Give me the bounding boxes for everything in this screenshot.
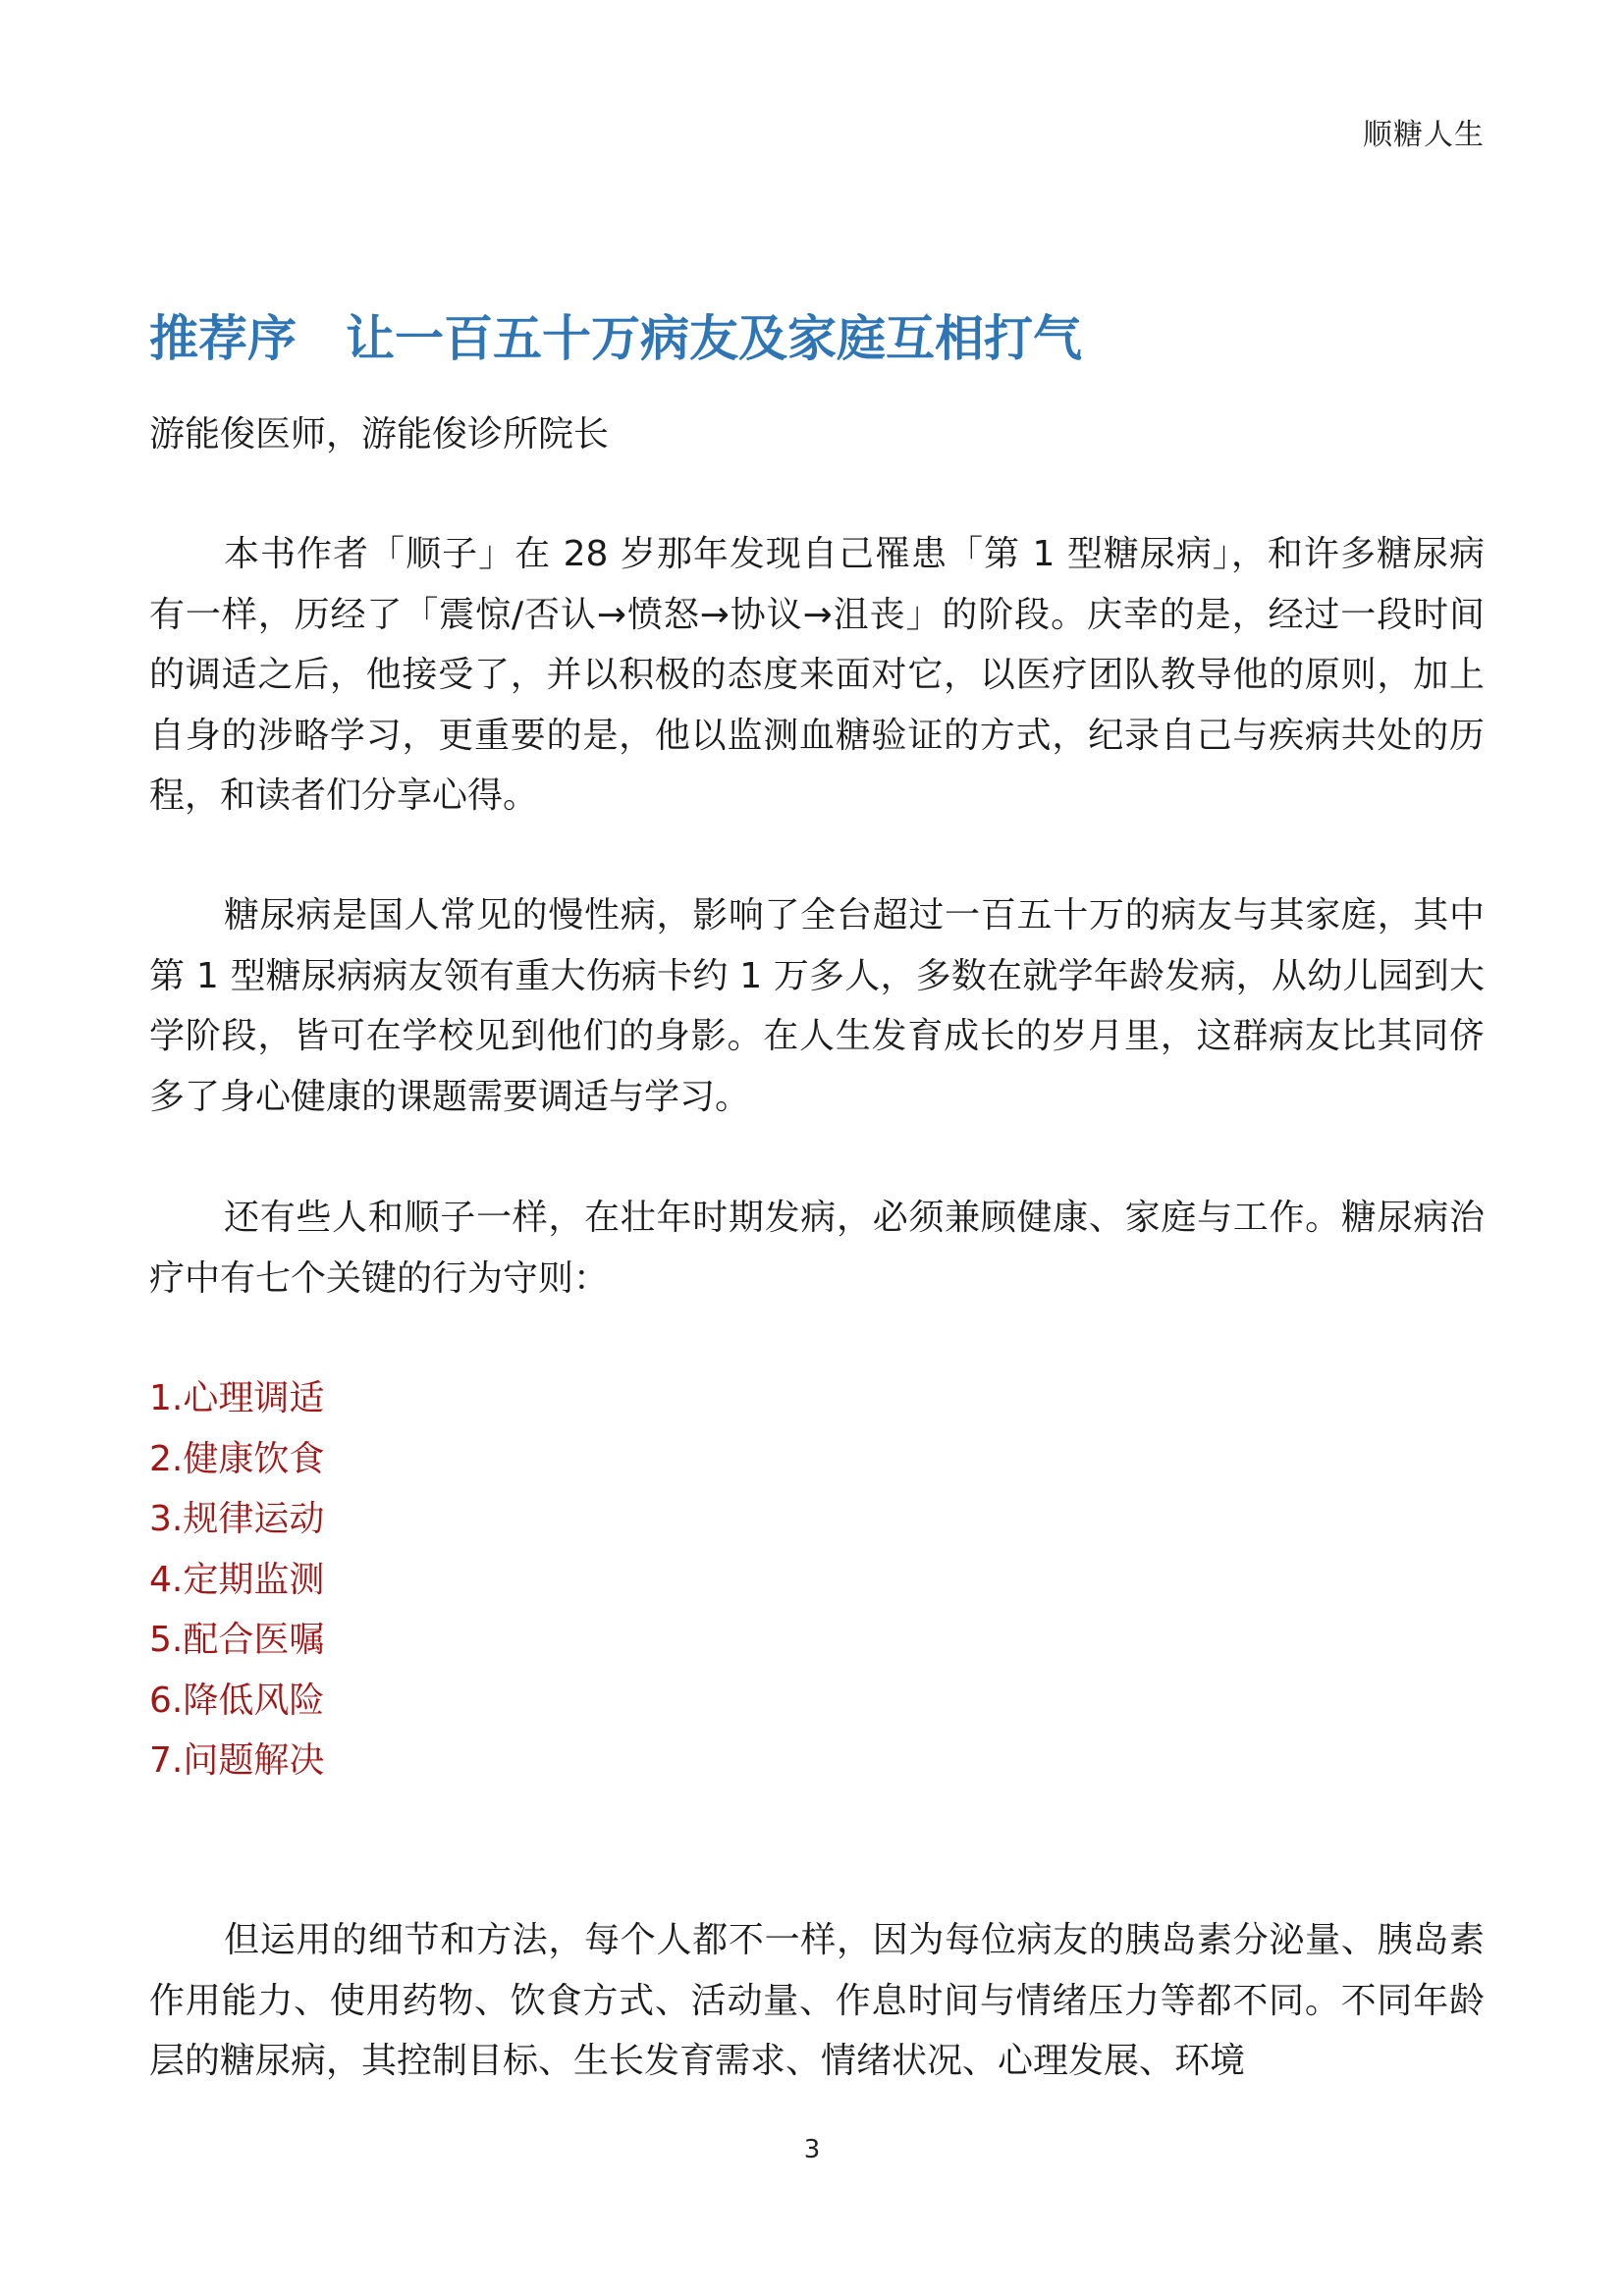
- page-number: 3: [803, 2135, 821, 2164]
- list-item: 5.配合医嘱: [149, 1620, 325, 1660]
- list-item: 6.降低风险: [149, 1680, 325, 1721]
- list-item: 2.健康饮食: [149, 1438, 325, 1479]
- list-item: 7.问题解决: [149, 1740, 325, 1781]
- list-item: 1.心理调适: [149, 1378, 325, 1418]
- list-item: 3.规律运动: [149, 1499, 325, 1539]
- author-byline: 游能俊医师，游能俊诊所院长: [149, 414, 610, 454]
- running-header: 顺糖人生: [1363, 118, 1485, 152]
- title-label: 推荐序: [149, 310, 297, 367]
- paragraph-closing: 但运用的细节和方法，每个人都不一样，因为每位病友的胰岛素分泌量、胰岛素作用能力、使用药物、饮食方式、活动量、作息时间与情绪压力等都不同。不同年龄层的糖尿病，其控制目标、生长发育需求、情绪状况、心理发展、环境: [149, 1920, 1485, 2081]
- title-text: 让一百五十万病友及家庭互相打气: [346, 310, 1082, 367]
- paragraph-rules-intro: 还有些人和顺子一样，在壮年时期发病，必须兼顾健康、家庭与工作。糖尿病治疗中有七个关键的行为守则：: [149, 1198, 1485, 1299]
- list-item: 4.定期监测: [149, 1559, 325, 1600]
- behavior-rules-list: [149, 1368, 324, 1791]
- paragraph-intro: 本书作者「顺子」在 28 岁那年发现自己罹患「第 1 型糖尿病」，和许多糖尿病有一样，历经了「震惊/否认→愤怒→协议→沮丧」的阶段。庆幸的是，经过一段时间的调适之后，他接受了，并以积极的态度来面对它，以医疗团队教导他的原则，加上自身的涉略学习，更重要的是，他以监测血糖验证的方式，纪录自己与疾病共处的历程，和读者们分享心得。: [149, 534, 1485, 816]
- paragraph-statistics: 糖尿病是国人常见的慢性病，影响了全台超过一百五十万的病友与其家庭，其中第 1 型糖尿病病友领有重大伤病卡约 1 万多人，多数在就学年龄发病，从幼儿园到大学阶段，皆可在学校见到他们的身影。在人生发育成长的岁月里，这群病友比其同侪多了身心健康的课题需要调适与学习。: [149, 895, 1485, 1117]
- section-title: [149, 304, 1082, 373]
